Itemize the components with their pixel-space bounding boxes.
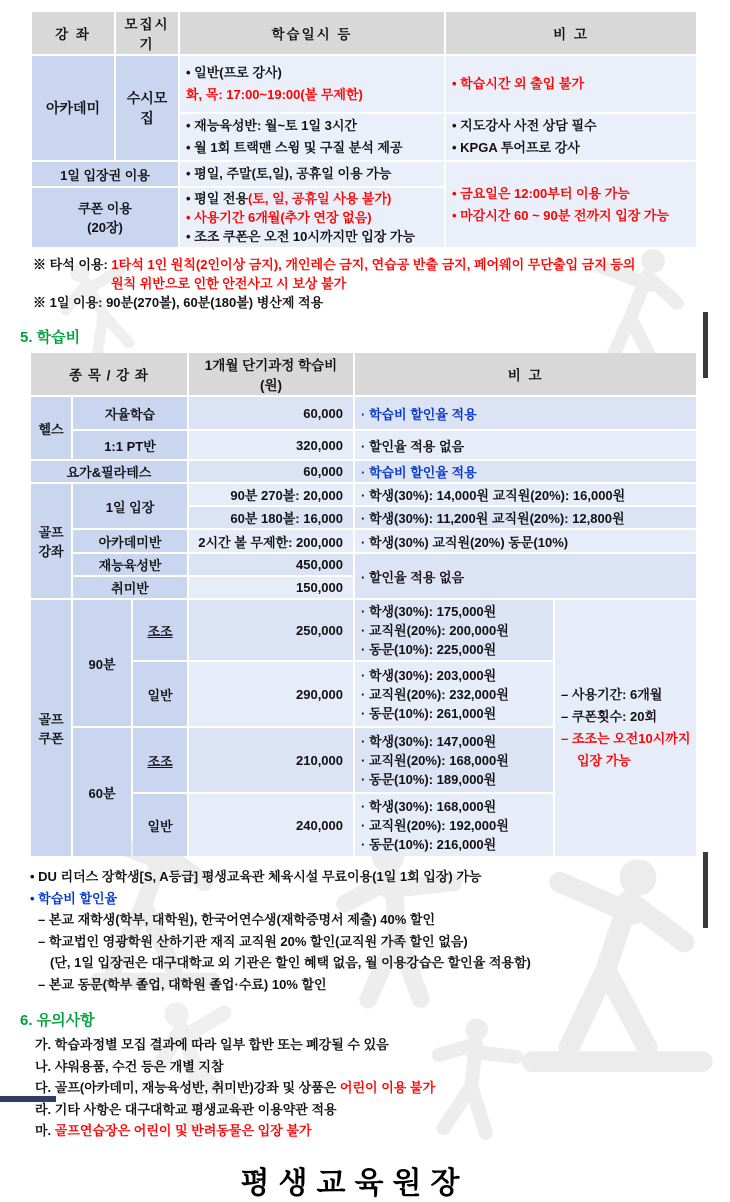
discount-line: · 교직원(20%): 200,000원 xyxy=(361,622,509,638)
notice-item xyxy=(35,1034,709,1056)
price-cell: 320,000 xyxy=(189,431,353,459)
note-line-red: • 금요일은 12:00부터 이용 가능 xyxy=(452,185,630,201)
academy-class-label: 아카데미반 xyxy=(73,530,187,552)
no-discount-note-cell: · 할인율 적용 없음 xyxy=(355,554,696,598)
discount-note-cell xyxy=(355,662,553,726)
notice-item xyxy=(35,1056,709,1078)
section5-title: 5. 학습비 xyxy=(20,329,81,346)
side-note-line-red: 입장 가능 xyxy=(577,753,631,768)
item-text-red: 골프연습장은 어린이 및 반려동물은 입장 불가 xyxy=(54,1123,312,1138)
day-entry-label: 1일 입장 xyxy=(73,484,187,528)
schedule-line-red: • 사용기간 6개월(추가 연장 없음) xyxy=(186,210,372,225)
price-cell: 150,000 xyxy=(189,577,353,598)
day-pass-schedule xyxy=(180,162,444,186)
academy-schedule-2 xyxy=(180,114,444,160)
discount-rate-title: • 학습비 할인율 xyxy=(30,890,118,906)
note-cell: · 학생(30%) 교직원(20%) 동문(10%) xyxy=(355,530,696,552)
price-cell: 210,000 xyxy=(189,728,353,792)
golf-academy-row xyxy=(31,530,696,552)
talent-class-label: 재능육성반 xyxy=(73,554,187,575)
academy-row-1 xyxy=(32,56,696,112)
academy-label: 아카데미 xyxy=(32,56,114,160)
section6-title: 6. 유의사항 xyxy=(20,1012,95,1029)
price-cell: 60분 180볼: 16,000 xyxy=(189,507,353,528)
coupon-schedule xyxy=(180,188,444,247)
discount-line: · 동문(10%): 189,000원 xyxy=(361,771,497,787)
discount-note-cell xyxy=(355,600,553,660)
coupon-label-line: 쿠폰 이용 xyxy=(78,200,132,216)
text-black: • 평일 전용 xyxy=(186,191,249,206)
item-prefix: 나. xyxy=(35,1058,52,1074)
signature-title: 평생교육원장 xyxy=(240,1166,469,1200)
discount-line: · 동문(10%): 261,000원 xyxy=(361,705,497,721)
discount-line: · 동문(10%): 216,000원 xyxy=(361,836,497,852)
note-line: • KPGA 투어프로 강사 xyxy=(452,140,580,155)
item-text: 골프(아카데미, 재능육성반, 취미반)강좌 및 상품은 xyxy=(54,1080,340,1095)
note-cell-blue: · 학습비 할인율 적용 xyxy=(355,397,696,429)
period-label: 수시모집 xyxy=(116,56,178,160)
schedule-line: • 일반(프로 강사) xyxy=(186,65,282,80)
academy-schedule-1 xyxy=(180,56,444,112)
document-page xyxy=(0,10,709,1200)
yoga-label: 요가&필라테스 xyxy=(31,461,187,482)
schedule-line xyxy=(186,189,438,208)
schedule-line: • 월 1회 트랙맨 스윙 및 구질 분석 제공 xyxy=(186,140,403,155)
self-study-label: 자율학습 xyxy=(73,397,187,429)
group-line: 골프 xyxy=(38,525,64,540)
discount-line: · 동문(10%): 225,000원 xyxy=(361,641,497,657)
pt-class-label: 1:1 PT반 xyxy=(73,431,187,459)
scan-edge-mark xyxy=(703,312,708,378)
early-bird-label: 조조 xyxy=(133,728,187,792)
scan-edge-mark xyxy=(703,852,708,928)
discount-item: – 학교법인 영광학원 산하기관 재직 교직원 20% 할인(교직원 가족 할인 없음) xyxy=(38,933,468,949)
discount-item: – 본교 재학생(학부, 대학원), 한국어연수생(재학증명서 제출) 40% 할인 xyxy=(38,912,436,927)
fees-header-row xyxy=(31,353,696,395)
du-leaders-note: • DU 리더스 장학생[S, A등급] 평생교육관 체육시설 무료이용(1일 1회 입장) 가능 xyxy=(30,869,482,884)
footnote-taseok-2: 원칙 위반으로 인한 안전사고 시 보상 불가 xyxy=(111,276,347,291)
golf-course-group-label xyxy=(31,484,71,598)
footnote-label: ※ 타석 이용: xyxy=(33,257,108,272)
item-prefix: 마. xyxy=(35,1123,52,1138)
item-text: 샤워용품, 수건 등은 개별 지참 xyxy=(54,1058,224,1074)
early-bird-label: 조조 xyxy=(133,600,187,660)
note-line-red: • 마감시간 60 ~ 90분 전까지 입장 가능 xyxy=(452,207,670,223)
item-text: 기타 사항은 대구대학교 평생교육관 이용약관 적용 xyxy=(54,1101,337,1117)
side-note-line-red: – 조조는 오전10시까지 xyxy=(561,731,691,746)
discount-item: – 본교 동문(학부 졸업, 대학원 졸업·수료) 10% 할인 xyxy=(38,976,327,992)
time-90-label: 90분 xyxy=(73,600,131,726)
group-line: 쿠폰 xyxy=(38,731,64,746)
general-label: 일반 xyxy=(133,662,187,726)
header-subject: 종 목 / 강 좌 xyxy=(31,353,187,395)
discount-line: · 교직원(20%): 168,000원 xyxy=(361,752,509,768)
footnote-red: 1타석 1인 원칙(2인이상 금지), 개인레슨 금지, 연습공 반출 금지, 페어웨이 무단출입 금지 등의 xyxy=(111,257,636,272)
footer-corner-bar xyxy=(0,1096,56,1102)
header-period: 모집시기 xyxy=(116,12,178,54)
side-note-line: – 사용기간: 6개월 xyxy=(561,687,663,702)
discount-line: · 학생(30%): 168,000원 xyxy=(361,798,497,814)
notice-item xyxy=(35,1099,709,1121)
coupon-label xyxy=(32,188,178,247)
footnote-taseok xyxy=(33,255,709,274)
note-cell: · 학생(30%): 11,200원 교직원(20%): 12,800원 xyxy=(355,507,696,528)
price-cell: 60,000 xyxy=(189,461,353,482)
health-row-1 xyxy=(31,397,696,429)
price-cell: 290,000 xyxy=(189,662,353,726)
time-60-label: 60분 xyxy=(73,728,131,856)
discount-item-sub: (단, 1일 입장권은 대구대학교 외 기관은 할인 혜택 없음, 월 이용강습은 할인율 적용함) xyxy=(50,955,531,970)
discount-line: · 교직원(20%): 232,000원 xyxy=(361,686,509,702)
golf-talent-row xyxy=(31,554,696,575)
price-cell: 90분 270볼: 20,000 xyxy=(189,484,353,505)
academy-note-2 xyxy=(446,114,696,160)
header-note: 비 고 xyxy=(355,353,696,395)
coupon-side-note-cell xyxy=(555,600,696,856)
notice-item xyxy=(35,1120,709,1142)
day-pass-row xyxy=(32,162,696,186)
notice-item xyxy=(35,1077,709,1099)
schedule-line: • 재능육성반: 월~토 1일 3시간 xyxy=(186,118,357,133)
discount-line: · 학생(30%): 175,000원 xyxy=(361,603,497,619)
group-line: 강좌 xyxy=(38,544,64,559)
health-row-2 xyxy=(31,431,696,459)
shared-note-cell xyxy=(446,162,696,247)
schedule-line-red: 화, 목: 17:00~19:00(볼 무제한) xyxy=(186,87,363,102)
day-pass-label: 1일 입장권 이용 xyxy=(32,162,178,186)
discount-line: · 학생(30%): 203,000원 xyxy=(361,667,497,683)
header-note: 비 고 xyxy=(446,12,696,54)
discount-line: · 학생(30%): 147,000원 xyxy=(361,733,497,749)
notice-list xyxy=(35,1034,709,1142)
price-cell: 250,000 xyxy=(189,600,353,660)
golf-day-row-1 xyxy=(31,484,696,505)
group-line: 골프 xyxy=(38,712,64,727)
item-prefix: 라. xyxy=(35,1101,52,1117)
table1-footnotes xyxy=(33,255,709,312)
item-prefix: 가. xyxy=(35,1037,52,1052)
header-course: 강 좌 xyxy=(32,12,114,54)
fees-table xyxy=(29,351,698,858)
discount-note-cell xyxy=(355,728,553,792)
item-text-red: 어린이 이용 불가 xyxy=(339,1080,436,1095)
hobby-class-label: 취미반 xyxy=(73,577,187,598)
golf-coupon-group-label xyxy=(31,600,71,856)
yoga-row xyxy=(31,461,696,482)
discount-line: · 교직원(20%): 192,000원 xyxy=(361,817,509,833)
schedule-header-row xyxy=(32,12,696,54)
price-cell: 2시간 볼 무제한: 200,000 xyxy=(189,530,353,552)
discount-note-cell xyxy=(355,794,553,856)
item-prefix: 다. xyxy=(35,1080,52,1095)
coupon-90-early-row xyxy=(31,600,696,660)
footnote-day-use: ※ 1일 이용: 90분(270볼), 60분(180볼) 병산제 적용 xyxy=(33,295,324,310)
schedule-line: • 평일, 주말(토,일), 공휴일 이용 가능 xyxy=(186,166,392,181)
price-cell: 240,000 xyxy=(189,794,353,856)
note-line-red: • 학습시간 외 출입 불가 xyxy=(452,76,585,91)
note-line: • 지도강사 사전 상담 필수 xyxy=(452,118,597,133)
price-cell: 450,000 xyxy=(189,554,353,575)
text-red: (토, 일, 공휴일 사용 불가) xyxy=(248,191,392,206)
schedule-table xyxy=(30,10,698,249)
note-cell-blue: · 학습비 할인율 적용 xyxy=(355,461,696,482)
header-price: 1개월 단기과정 학습비(원) xyxy=(189,353,353,395)
item-text: 학습과정별 모집 결과에 따라 일부 합반 또는 폐강될 수 있음 xyxy=(54,1037,389,1052)
price-cell: 60,000 xyxy=(189,397,353,429)
header-schedule: 학습일시 등 xyxy=(180,12,444,54)
academy-note-1 xyxy=(446,56,696,112)
coupon-label-line: (20장) xyxy=(87,219,123,235)
general-label: 일반 xyxy=(133,794,187,856)
health-group-label: 헬스 xyxy=(31,397,71,459)
side-note-line: – 쿠폰횟수: 20회 xyxy=(561,709,658,724)
note-cell: · 학생(30%): 14,000원 교직원(20%): 16,000원 xyxy=(355,484,696,505)
note-cell: · 할인율 적용 없음 xyxy=(355,431,696,459)
fees-notes xyxy=(30,866,709,995)
schedule-line: • 조조 쿠폰은 오전 10시까지만 입장 가능 xyxy=(186,229,416,244)
